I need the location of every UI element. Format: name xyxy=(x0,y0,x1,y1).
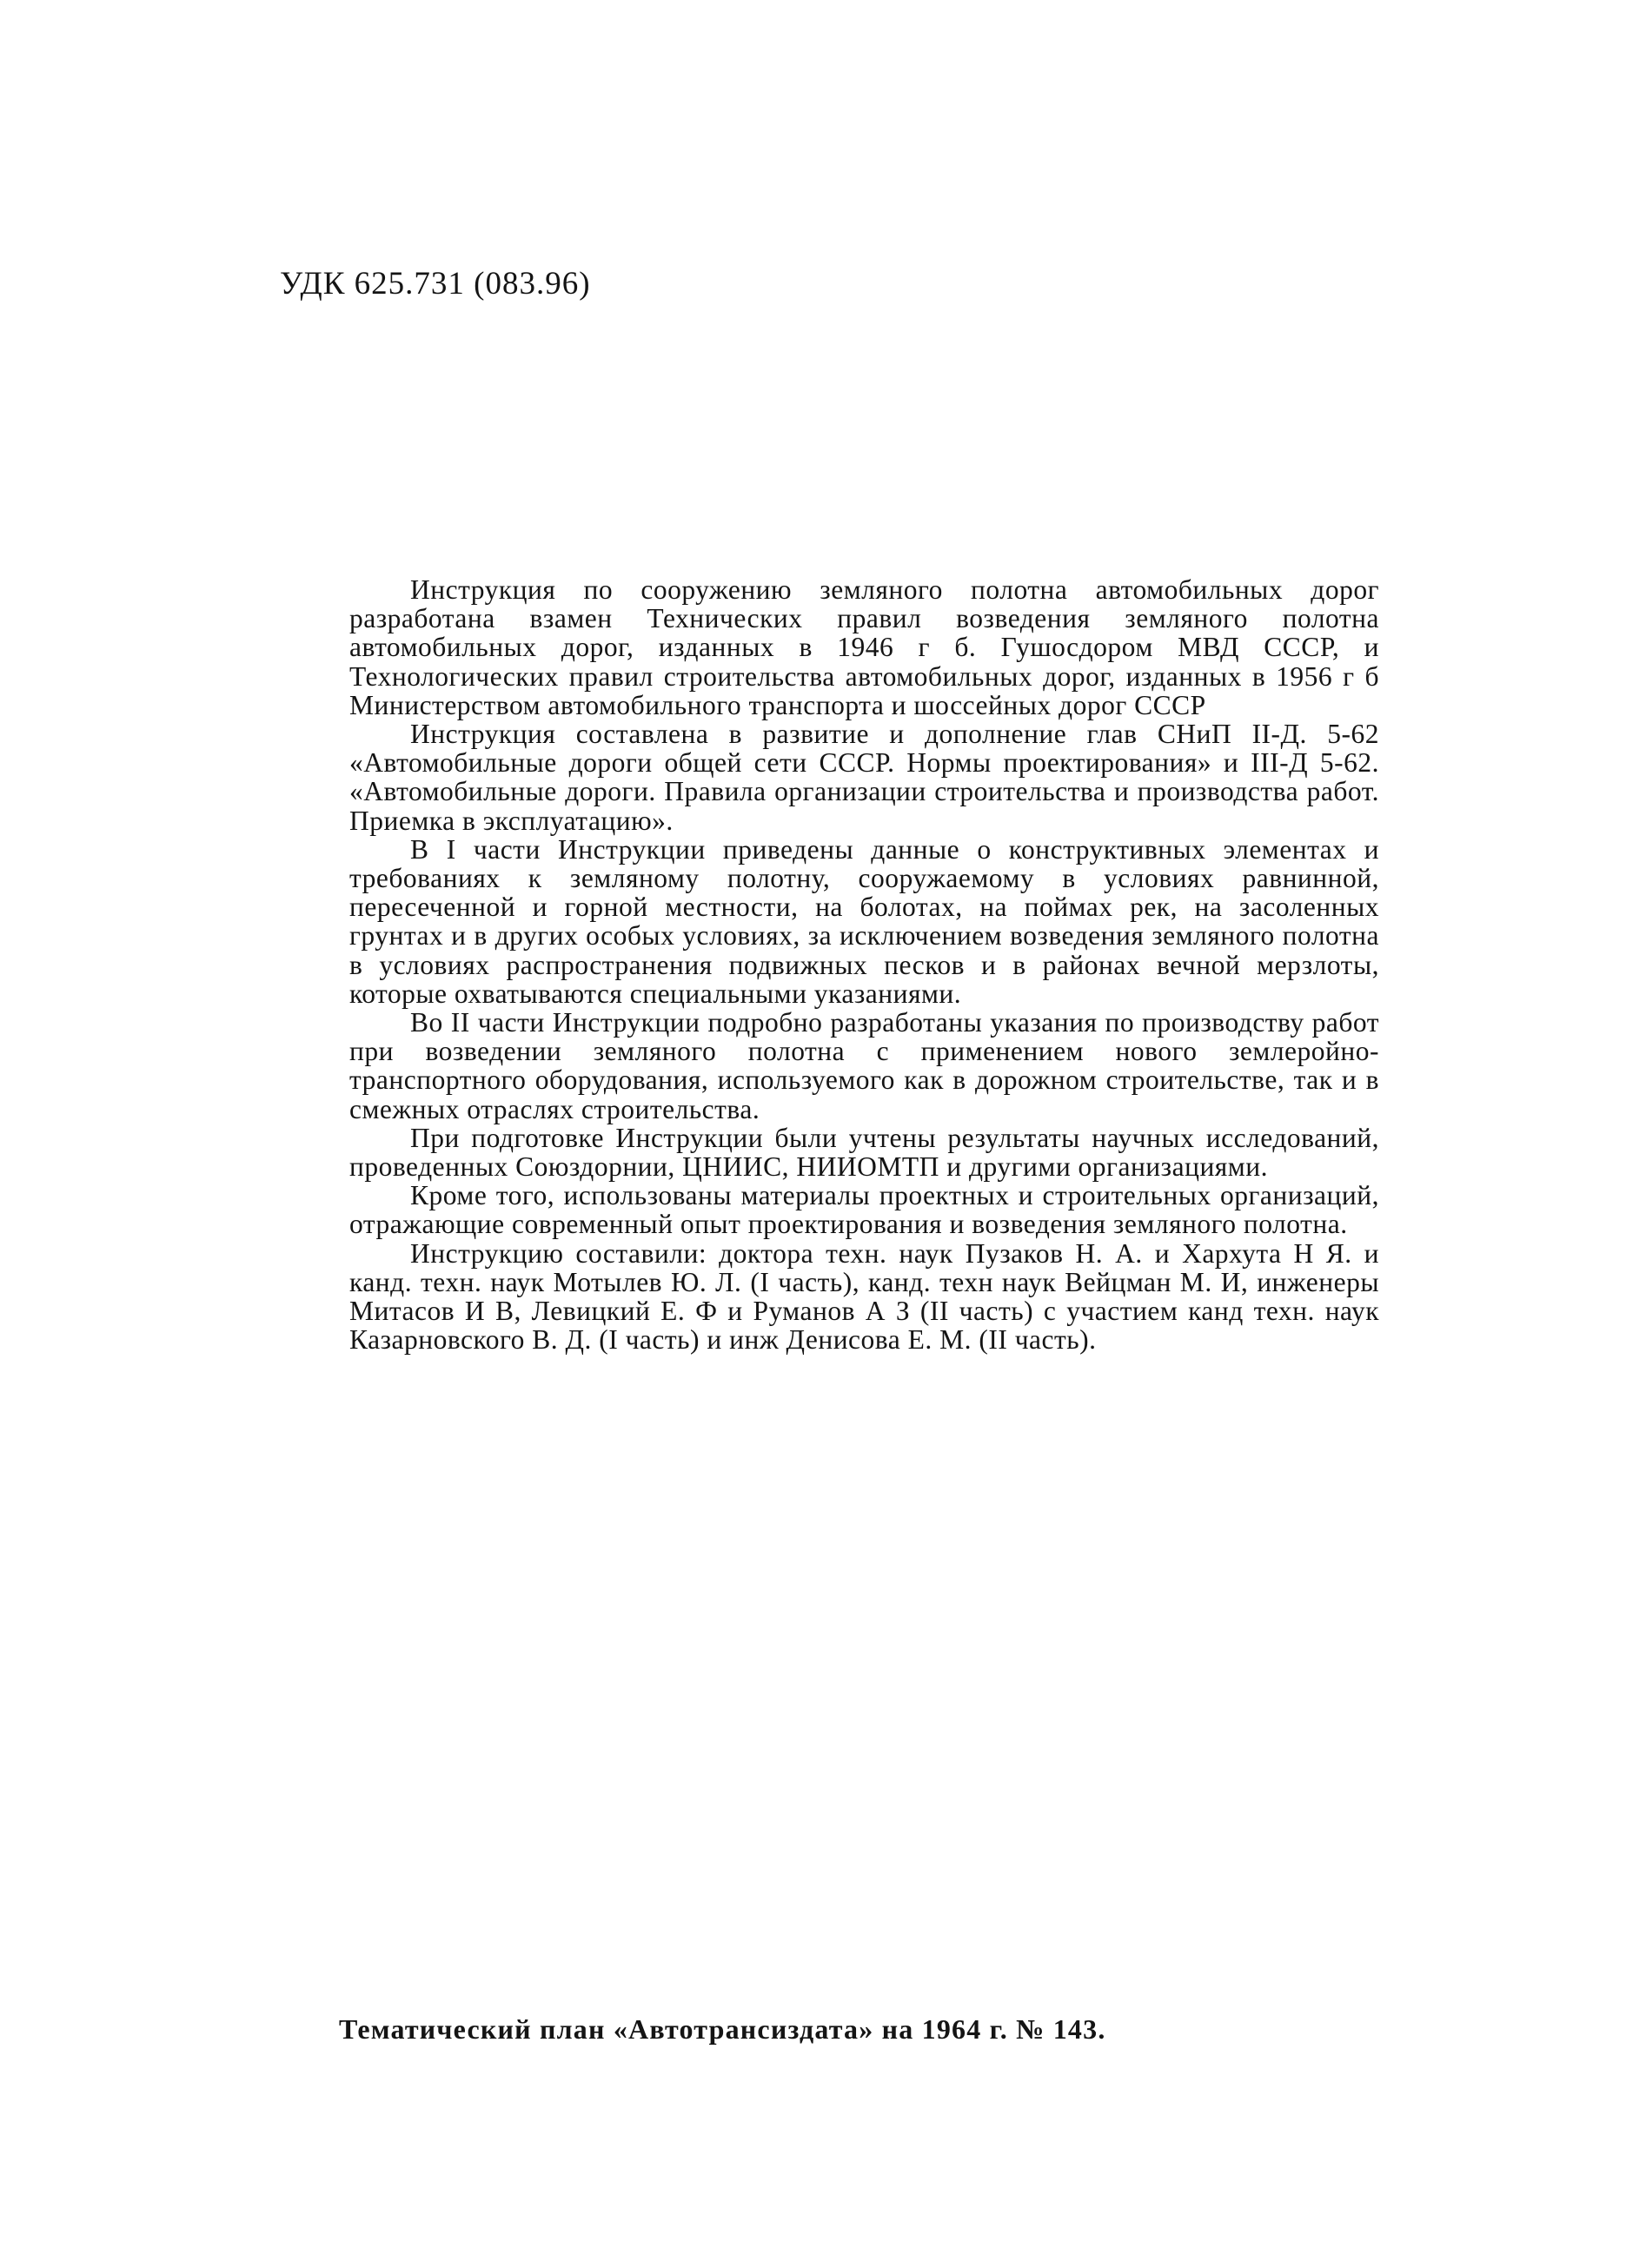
thematic-plan-note: Тематический план «Автотрансиздата» на 1964 г. № 143. xyxy=(339,2013,1106,2045)
paragraph-authors: Инструкцию составили: доктора техн. наук Пузаков Н. А. и Хархута Н Я. и канд. техн. наук Мотылев Ю. Л. (I часть), канд. техн наук Вейцман М. И, инженеры Митасов И В, Левицкий Е. Ф и Руманов А З (II часть) с участием канд техн. наук Казарновского В. Д. (I часть) и инж Денисова Е. М. (II часть). xyxy=(349,1237,1379,1356)
paragraph-materials: Кроме того, использованы материалы проектных и строительных организаций, отражающие современный опыт проектирования и возведения земляного полотна. xyxy=(349,1180,1379,1240)
preface-text xyxy=(349,575,1379,1354)
paragraph-part-one: В I части Инструкции приведены данные о конструктивных элементах и требованиях к земляному полотну, сооружаемому в условиях равнинной, пересеченной и горной местности, на болотах, на поймах рек, на засоленных грунтах и в других особых условиях, за исключением возведения земляного полотна в условиях распространения подвижных песков и в районах вечной мерзлоты, которые охватываются специальными указаниями. xyxy=(349,833,1379,1009)
paragraph-purpose: Инструкция по сооружению земляного полотна автомобильных дорог разработана взамен Технических правил возведения земляного полотна автомобильных дорог, изданных в 1946 г б. Гушосдором МВД СССР, и Технологических правил строительства автомобильных дорог, изданных в 1956 г б Министерством автомобильного транспорта и шоссейных дорог СССР xyxy=(349,574,1379,720)
udk-code: УДК 625.731 (083.96) xyxy=(280,266,591,302)
paragraph-basis: Инструкция составлена в развитие и дополнение глав СНиП II-Д. 5-62 «Автомобильные дороги общей сети СССР. Нормы проектирования» и III-Д 5-62. «Автомобильные дороги. Правила организации строительства и производства работ. Приемка в эксплуатацию». xyxy=(349,719,1379,836)
paragraph-research: При подготовке Инструкции были учтены результаты научных исследований, проведенных Союздорнии, ЦНИИС, НИИОМТП и другими организациями. xyxy=(349,1122,1379,1183)
paragraph-part-two: Во II части Инструкции подробно разработаны указания по производству работ при возведении земляного полотна с применением нового землеройно-транспортного оборудования, используемого как в дорожном строительстве, так и в смежных отраслях строительства. xyxy=(349,1007,1379,1124)
